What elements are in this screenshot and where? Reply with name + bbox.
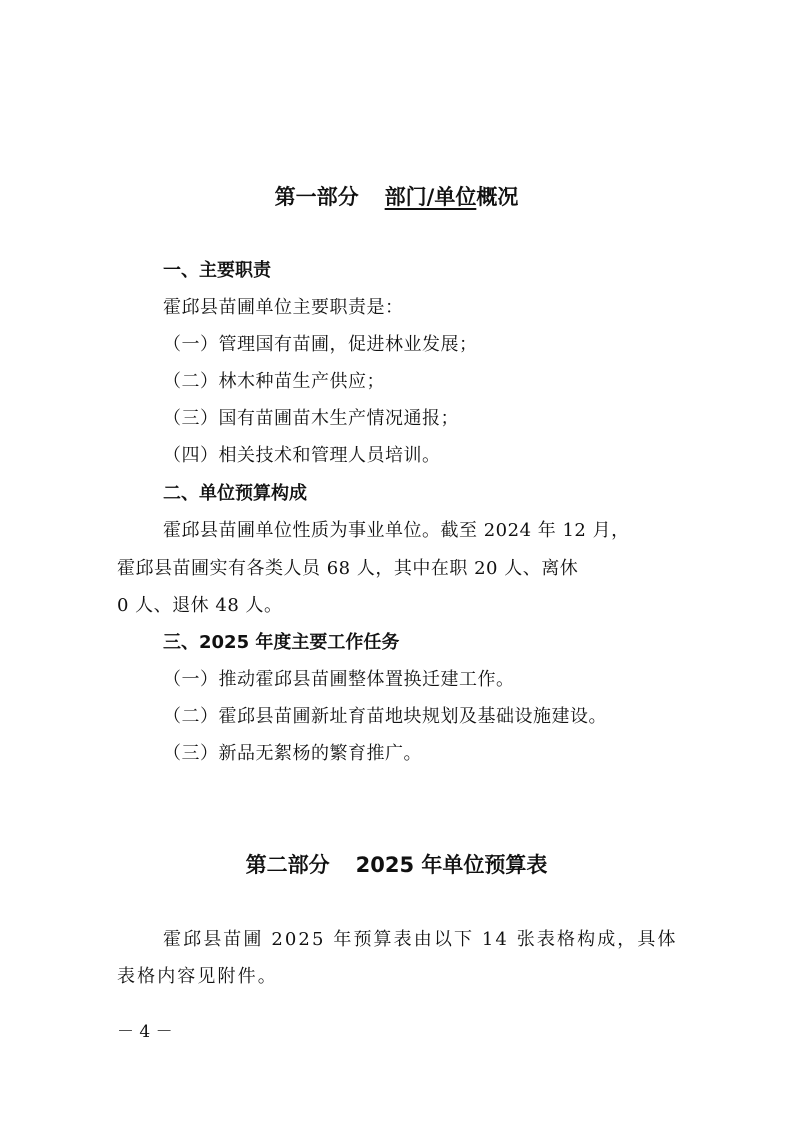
part2-title xyxy=(0,850,793,880)
section1-item-1: （一）管理国有苗圃，促进林业发展； xyxy=(163,334,478,355)
part1-title-underlined: 部门/单位 xyxy=(384,185,477,209)
section3-item-1: （一）推动霍邱县苗圃整体置换迁建工作。 xyxy=(163,669,515,690)
section3-heading: 三、2025 年度主要工作任务 xyxy=(163,632,400,653)
section2-heading: 二、单位预算构成 xyxy=(163,483,307,504)
part2-para-line-2: 表格内容见附件。 xyxy=(117,966,278,987)
section3-item-2: （二）霍邱县苗圃新址育苗地块规划及基础设施建设。 xyxy=(163,706,607,727)
section2-para-line-2: 霍邱县苗圃实有各类人员 68 人，其中在职 20 人、离休 xyxy=(117,558,579,579)
section2-para-line-3: 0 人、退休 48 人。 xyxy=(117,595,283,616)
section2-para-line-1: 霍邱县苗圃单位性质为事业单位。截至 2024 年 12 月， xyxy=(163,520,630,541)
section3-item-3: （三）新品无絮杨的繁育推广。 xyxy=(163,743,422,764)
part2-title-prefix: 第二部分 xyxy=(245,853,330,877)
part2-title-rest: 2025 年单位预算表 xyxy=(355,853,548,877)
part1-title-prefix: 第一部分 xyxy=(274,185,359,209)
section1-intro: 霍邱县苗圃单位主要职责是： xyxy=(163,297,404,318)
page-number: － 4 － xyxy=(117,1022,173,1042)
section1-item-2: （二）林木种苗生产供应； xyxy=(163,371,385,392)
part2-para-line-1: 霍邱县苗圃 2025 年预算表由以下 14 张表格构成，具体 xyxy=(163,929,678,950)
part1-title xyxy=(0,182,793,212)
section1-item-3: （三）国有苗圃苗木生产情况通报； xyxy=(163,408,459,429)
part1-title-suffix: 概况 xyxy=(476,185,519,209)
section1-heading: 一、主要职责 xyxy=(163,260,271,281)
section1-item-4: （四）相关技术和管理人员培训。 xyxy=(163,445,441,466)
